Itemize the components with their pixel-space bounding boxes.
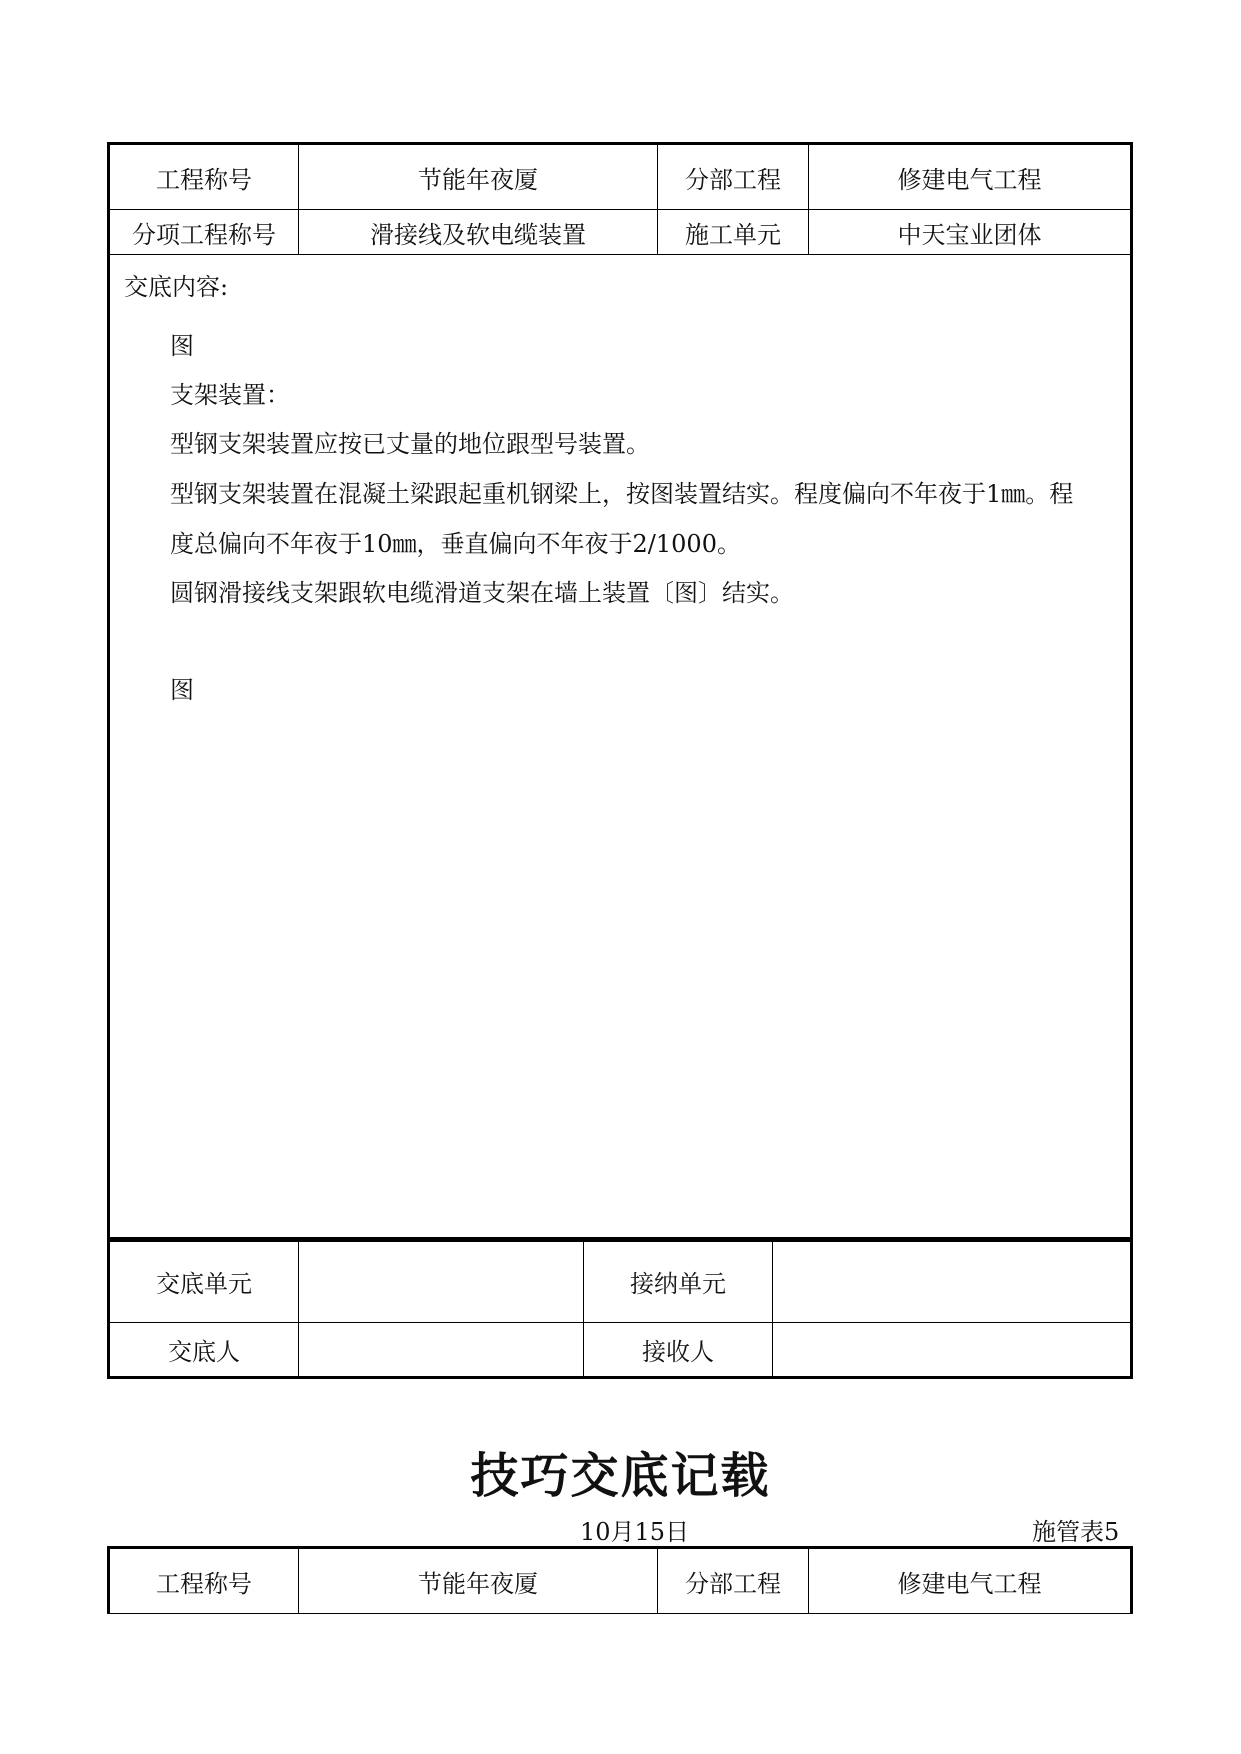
division-label: 分部工程 — [658, 1548, 809, 1614]
handover-form-2 — [107, 1546, 1133, 1614]
project-name-label: 工程称号 — [109, 144, 299, 210]
handover-unit-label: 交底单元 — [109, 1239, 299, 1323]
content-cell — [109, 255, 1132, 1241]
handover-form — [107, 142, 1133, 1242]
handover-person-label: 交底人 — [109, 1323, 299, 1378]
content-line: 支架装置： — [170, 381, 290, 409]
figure-placeholder: 图 — [170, 676, 194, 704]
content-line: 型钢支架装置应按已丈量的地位跟型号装置。 — [170, 430, 650, 458]
content-line: 型钢支架装置在混凝土梁跟起重机钢梁上，按图装置结实。程度偏向不年夜于1㎜。程 — [170, 480, 1074, 508]
date-text: 10月15日 — [580, 1518, 690, 1546]
receive-unit-value — [773, 1239, 1132, 1323]
signature-table — [107, 1237, 1133, 1379]
subitem-value: 滑接线及软电缆装置 — [299, 210, 658, 255]
project-name-value: 节能年夜厦 — [299, 1548, 658, 1614]
content-line: 度总偏向不年夜于10㎜，垂直偏向不年夜于2/1000。 — [170, 530, 741, 558]
project-name-value: 节能年夜厦 — [299, 144, 658, 210]
handover-unit-value — [299, 1239, 584, 1323]
receive-unit-label: 接纳单元 — [584, 1239, 773, 1323]
construction-unit-value: 中天宝业团体 — [809, 210, 1132, 255]
content-line: 圆钢滑接线支架跟软电缆滑道支架在墙上装置〔图〕结实。 — [170, 579, 794, 607]
receiver-value — [773, 1323, 1132, 1378]
receiver-label: 接收人 — [584, 1323, 773, 1378]
form-number: 施管表5 — [1032, 1518, 1120, 1546]
page-title: 技巧交底记载 — [470, 1448, 771, 1504]
project-name-label: 工程称号 — [109, 1548, 299, 1614]
division-value: 修建电气工程 — [809, 144, 1132, 210]
division-value: 修建电气工程 — [809, 1548, 1132, 1614]
handover-person-value — [299, 1323, 584, 1378]
content-label: 交底内容: — [124, 273, 229, 301]
subitem-label: 分项工程称号 — [109, 210, 299, 255]
division-label: 分部工程 — [658, 144, 809, 210]
figure-placeholder: 图 — [170, 332, 194, 360]
construction-unit-label: 施工单元 — [658, 210, 809, 255]
